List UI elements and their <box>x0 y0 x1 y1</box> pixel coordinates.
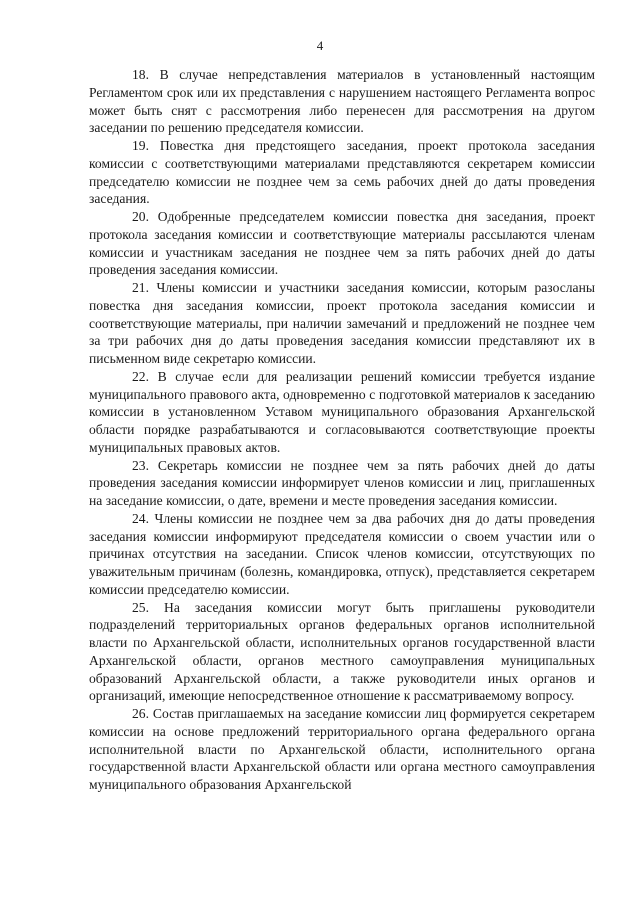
paragraph-26: 26. Состав приглашаемых на заседание комиссии лиц формируется секретарем комиссии на основе предложений территориального органа федерального органа исполнительной власти по Архангельской области, исполнительного органа государственной власти Архангельской области или органа местного самоуправления муниципального образования Архангельской <box>89 706 595 792</box>
paragraph-24: 24. Члены комиссии не позднее чем за два рабочих дня до даты проведения заседания комиссии информируют председателя комиссии о своем участии или о причинах отсутствия на заседании. Список членов комиссии, отсутствующих по уважительным причинам (болезнь, командировка, отпуск), представляется секретарем комиссии председателю комиссии. <box>89 510 595 597</box>
paragraph-18: 18. В случае непредставления материалов в установленный настоящим Регламентом срок или их представления с нарушением настоящего Регламента вопрос может быть снят с рассмотрения либо перенесен для рассмотрения на другом заседании по решению председателя комиссии. <box>89 67 595 136</box>
paragraph-22: 22. В случае если для реализации решений комиссии требуется издание муниципального правового акта, одновременно с подготовкой материалов к заседанию комиссии в установленном Уставом муниципального образования Архангельской области порядке разрабатываются и согласовываются соответствующие проекты муниципальных правовых актов. <box>89 368 595 455</box>
paragraph-19: 19. Повестка дня предстоящего заседания, проект протокола заседания комиссии с соответствующими материалами представляются секретарем комиссии председателю комиссии не позднее чем за семь рабочих дней до даты проведения заседания. <box>89 138 595 207</box>
paragraph-21: 21. Члены комиссии и участники заседания комиссии, которым разосланы повестка дня заседания комиссии, проект протокола заседания комиссии и соответствующие материалы, при наличии замечаний и предложений не позднее чем за три рабочих дня до даты проведения заседания комиссии представляют их в письменном виде секретарю комиссии. <box>89 280 595 366</box>
paragraph-20: 20. Одобренные председателем комиссии повестка дня заседания, проект протокола заседания комиссии и соответствующие материалы рассылаются членам комиссии и участникам заседания не позднее чем за пять рабочих дней до даты проведения заседания комиссии. <box>89 209 595 278</box>
paragraph-25: 25. На заседания комиссии могут быть приглашены руководители подразделений территориальных органов федеральных органов исполнительной власти по Архангельской области, исполнительных органов государственной власти Архангельской области, органов местного самоуправления муниципальных образований Архангельской области, а также руководители иных органов и организаций, имеющие непосредственное отношение к рассматриваемому вопросу. <box>89 599 595 704</box>
page-number: 4 <box>316 38 324 53</box>
document-body <box>89 66 595 794</box>
paragraph-23: 23. Секретарь комиссии не позднее чем за пять рабочих дней до даты проведения заседания комиссии информирует членов комиссии и лиц, приглашенных на заседание комиссии, о дате, времени и месте проведения заседания комиссии. <box>89 457 595 508</box>
